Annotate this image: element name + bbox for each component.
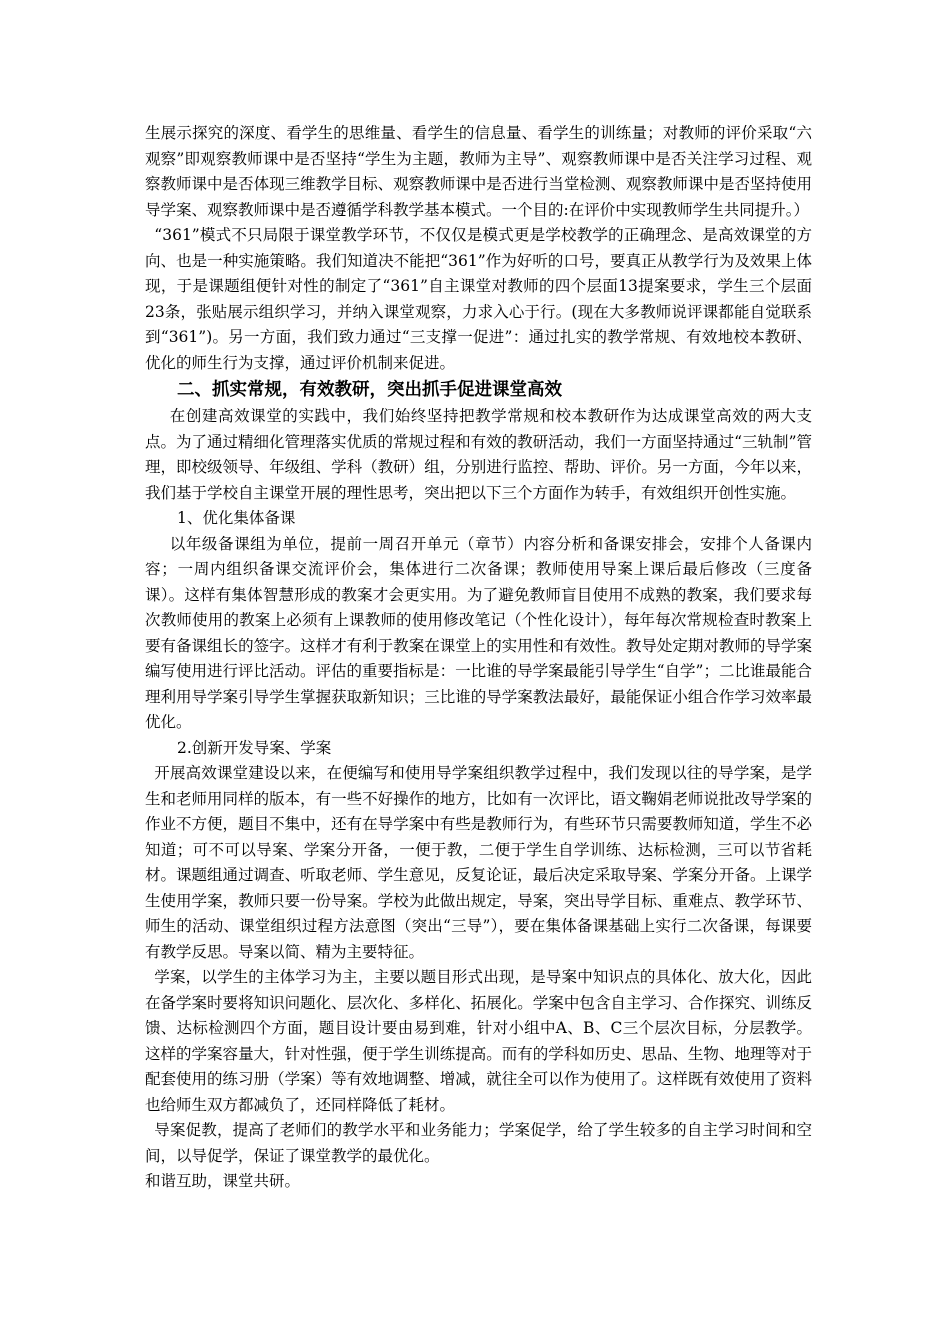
paragraph-guide-study-effect: 导案促教，提高了老师们的教学水平和业务能力；学案促学，给了学生较多的自主学习时间和空间，以导促学，保证了课堂教学的最优化。 (145, 1121, 812, 1165)
paragraph-study-plan: 学案，以学生的主体学习为主，主要以题目形式出现，是导案中知识点的具体化、放大化，因此在备学案时要将知识问题化、层次化、多样化、拓展化。学案中包含自主学习、合作探究、训练反馈、达标检测四个方面，题目设计要由易到难，针对小组中A、B、C三个层次目标，分层教学。这样的学案容量大，针对性强，便于学生训练提高。而有的学科如历史、思品、生物、地理等对于配套使用的练习册（学案）等有效地调整、增减，就往全可以作为使用了。这样既有效使用了资料也给师生双方都减负了，还同样降低了耗材。 (145, 968, 812, 1114)
paragraph-361-model: “361”模式不只局限于课堂教学环节，不仅仅是模式更是学校教学的正确理念、是高效课堂的方向、也是一种实施策略。我们知道决不能把“361”作为好听的口号，要真正从教学行为及效果上体现，于是课题组便针对性的制定了“361”自主课堂对教师的四个层面13提案要求，学生三个层面23条，张贴展示组织学习，并纳入课堂观察，力求入心于行。(现在大多教师说评课都能自觉联系到“361”)。另一方面，我们致力通过“三支撑一促进”：通过扎实的教学常规、有效地校本教研、优化的师生行为支撑，通过评价机制来促进。 (145, 226, 812, 372)
paragraph-routine-research: 在创建高效课堂的实践中，我们始终坚持把教学常规和校本教研作为达成课堂高效的两大支点。为了通过精细化管理落实优质的常规过程和有效的教研活动，我们一方面坚持通过“三轨制”管理，即校级领导、年级组、学科（教研）组，分别进行监控、帮助、评价。另一方面，今年以来，我们基于学校自主课堂开展的理性思考，突出把以下三个方面作为转手，有效组织开创性实施。 (145, 407, 812, 502)
document-body (145, 121, 812, 1195)
subheading-guide-study-plans: 2.创新开发导案、学案 (177, 738, 332, 757)
subheading-collective-lesson-prep: 1、优化集体备课 (177, 509, 296, 527)
paragraph-lesson-prep: 以年级备课组为单位，提前一周召开单元（章节）内容分析和备课安排会，安排个人备课内容；一周内组织备课交流评价会，集体进行二次备课；教师使用导案上课后最后修改（三度备课）。这样有集体智慧形成的教案才会更实用。为了避免教师盲目使用不成熟的教案，我们要求每次教师使用的教案上必须有上课教师的使用修改笔记（个性化设计），每年每次常规检查时教案上要有备课组长的签字。这样才有利于教案在课堂上的实用性和有效性。教导处定期对教师的导学案编写使用进行评比活动。评估的重要指标是：一比谁的导学案最能引导学生“自学”；二比谁最能合理利用导学案引导学生掌握获取新知识；三比谁的导学案教法最好，最能保证小组合作学习效率最优化。 (145, 534, 812, 731)
paragraph-evaluation-continued: 生展示探究的深度、看学生的思维量、看学生的信息量、看学生的训练量；对教师的评价采取“六观察”即观察教师课中是否坚持“学生为主题，教师为主导”、观察教师课中是否关注学习过程、观察教师课中是否体现三维教学目标、观察教师课中是否进行当堂检测、观察教师课中是否坚持使用导学案、观察教师课中是否遵循学科教学基本模式。一个目的:在评价中实现教师学生共同提升。） (145, 124, 812, 219)
paragraph-harmony-mutual-aid: 和谐互助，课堂共研。 (145, 1172, 301, 1190)
section-heading-2: 二、抓实常规，有效教研，突出抓手促进课堂高效 (177, 380, 562, 400)
paragraph-guide-plan: 开展高效课堂建设以来，在便编写和使用导学案组织教学过程中，我们发现以往的导学案，是学生和老师用同样的版本，有一些不好操作的地方，比如有一次评比，语文鞠娟老师说批改导学案的作业不方便，题目不集中，还有在导学案中有些是教师行为，有些环节只需要教师知道，学生不必知道；可不可以导案、学案分开备，一便于教，二便于学生自学训练、达标检测，三可以节省耗材。课题组通过调查、听取老师、学生意见，反复论证，最后决定采取导案、学案分开备。上课学生使用学案，教师只要一份导案。学校为此做出规定，导案，突出导学目标、重难点、教学环节、师生的活动、课堂组织过程方法意图（突出“三导”），要在集体备课基础上实行二次备课，每课要有教学反思。导案以简、精为主要特征。 (145, 764, 812, 961)
